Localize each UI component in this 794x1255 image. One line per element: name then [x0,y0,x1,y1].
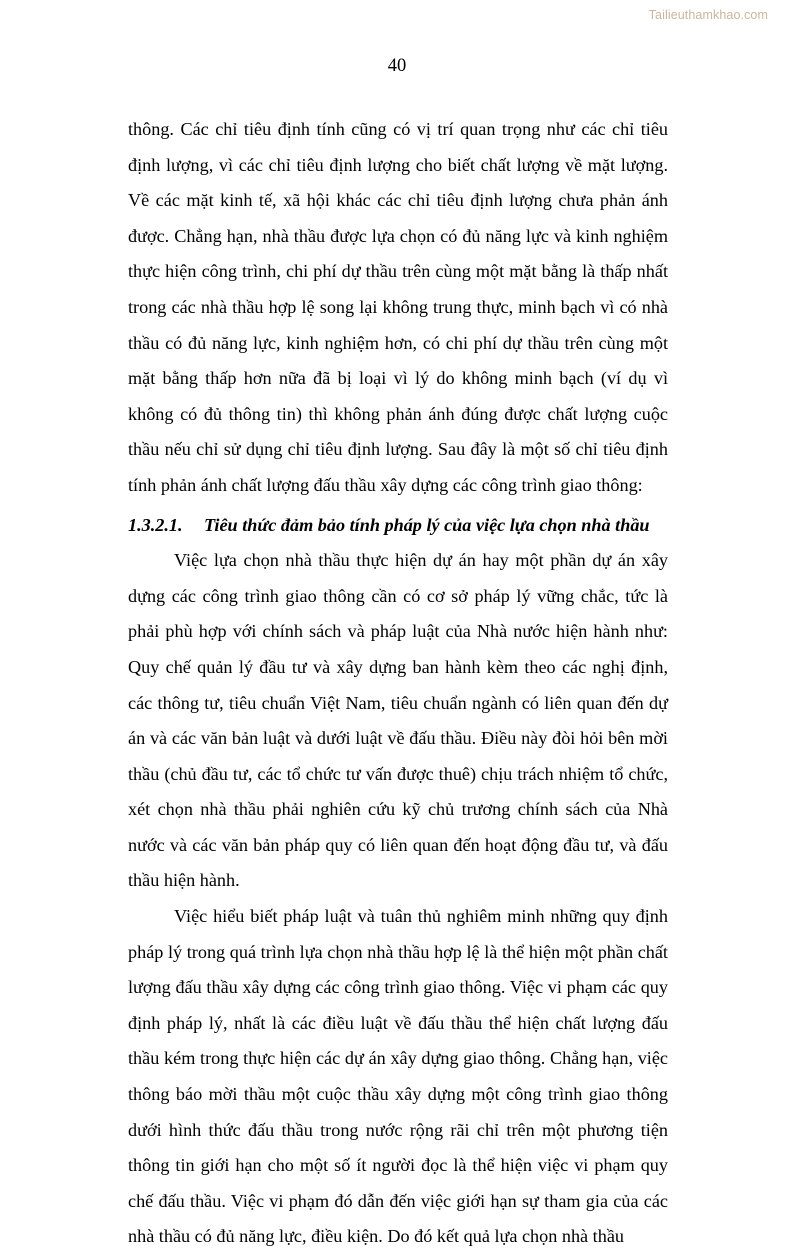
page-content [128,112,668,1255]
section-heading [128,508,668,544]
body-paragraph-3: Việc hiểu biết pháp luật và tuân thủ nghiêm minh những quy định pháp lý trong quá trình lựa chọn nhà thầu hợp lệ là thể hiện một phần chất lượng đấu thầu xây dựng các công trình giao thông. Việc vi phạm các quy định pháp lý, nhất là các điều luật về đấu thầu thể hiện chất lượng đấu thầu kém trong thực hiện các dự án xây dựng giao thông. Chẳng hạn, việc thông báo mời thầu một cuộc thầu xây dựng một công trình giao thông dưới hình thức đấu thầu trong nước rộng rãi chỉ trên một phương tiện thông tin giới hạn cho một số ít người đọc là thể hiện việc vi phạm quy chế đấu thầu. Việc vi phạm đó dẫn đến việc giới hạn sự tham gia của các nhà thầu có đủ năng lực, điều kiện. Do đó kết quả lựa chọn nhà thầu [128,906,668,1247]
section-heading-text: Tiêu thức đảm bảo tính pháp lý của việc lựa chọn nhà thầu [204,514,650,535]
body-paragraph-2: Việc lựa chọn nhà thầu thực hiện dự án hay một phần dự án xây dựng các công trình giao thông cần có cơ sở pháp lý vững chắc, tức là phải phù hợp với chính sách và pháp luật của Nhà nước hiện hành như: Quy chế quản lý đầu tư và xây dựng ban hành kèm theo các nghị định, các thông tư, tiêu chuẩn Việt Nam, tiêu chuẩn ngành có liên quan đến dự án và các văn bản luật và dưới luật về đấu thầu. Điều này đòi hỏi bên mời thầu (chủ đầu tư, các tổ chức tư vấn được thuê) chịu trách nhiệm tổ chức, xét chọn nhà thầu phải nghiên cứu kỹ chủ trương chính sách của Nhà nước và các văn bản pháp quy có liên quan đến hoạt động đầu tư, và đấu thầu hiện hành. [128,550,668,891]
watermark-text: Tailieuthamkhao.com [648,8,768,22]
body-paragraph-1: thông. Các chỉ tiêu định tính cũng có vị trí quan trọng như các chỉ tiêu định lượng, vì các chỉ tiêu định lượng cho biết chất lượng về mặt lượng. Về các mặt kinh tế, xã hội khác các chỉ tiêu định lượng chưa phản ánh được. Chẳng hạn, nhà thầu được lựa chọn có đủ năng lực và kinh nghiệm thực hiện công trình, chi phí dự thầu trên cùng một mặt bằng là thấp nhất trong các nhà thầu hợp lệ song lại không trung thực, minh bạch vì có nhà thầu có đủ năng lực, kinh nghiệm hơn, có chi phí dự thầu trên cùng một mặt bằng thấp hơn nữa đã bị loại vì lý do không minh bạch (ví dụ vì không có đủ thông tin) thì không phản ánh đúng được chất lượng cuộc thầu nếu chỉ sử dụng chỉ tiêu định lượng. Sau đây là một số chỉ tiêu định tính phản ánh chất lượng đấu thầu xây dựng các công trình giao thông: [128,119,668,495]
page-number: 40 [387,56,407,76]
section-heading-number: 1.3.2.1. [128,514,183,535]
